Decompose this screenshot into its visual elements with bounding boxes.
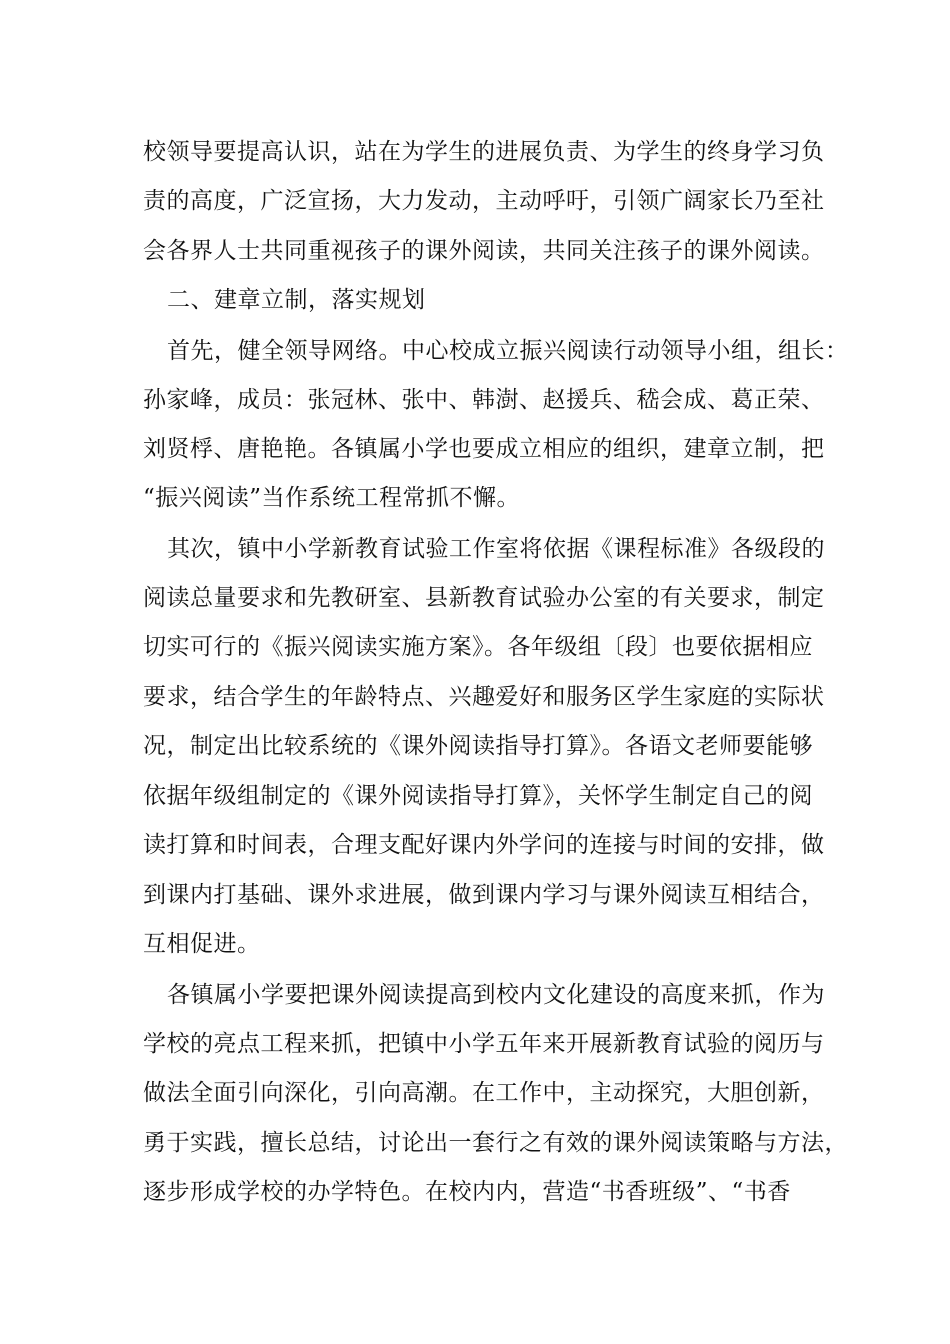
text-line-1: 校领导要提高认识，站在为学生的进展负责、为学生的终身学习负 — [143, 139, 825, 165]
text-line-16: 到课内打基础、课外求进展，做到课内学习与课外阅读互相结合， — [143, 882, 825, 908]
text-line-8: “振兴阅读”当作系统工程常抓不懈。 — [143, 485, 521, 511]
text-line-18: 各镇属小学要把课外阅读提高到校内文化建设的高度来抓，作为 — [167, 982, 825, 1008]
text-line-12: 要求，结合学生的年龄特点、兴趣爱好和服务区学生家庭的实际状 — [143, 684, 825, 710]
text-line-15: 读打算和时间表，合理支配好课内外学问的连接与时间的安排，做 — [143, 832, 825, 858]
text-line-14: 依据年级组制定的《课外阅读指导打算》，关怀学生制定自己的阅 — [143, 783, 813, 809]
text-line-3: 会各界人士共同重视孩子的课外阅读，共同关注孩子的课外阅读。 — [143, 238, 825, 264]
text-line-6: 孙家峰，成员：张冠林、张中、韩澍、赵援兵、嵇会成、葛正荣、 — [143, 387, 825, 413]
text-line-22: 逐步形成学校的办学特色。在校内内，营造“书香班级”、“书香 — [143, 1179, 791, 1205]
text-line-17: 互相促进。 — [143, 931, 261, 957]
text-line-2: 责的高度，广泛宣扬，大力发动，主动呼吁，引领广阔家长乃至社 — [143, 188, 825, 214]
section-heading: 二、建章立制，落实规划 — [167, 287, 426, 313]
text-line-21: 勇于实践，擅长总结，讨论出一套行之有效的课外阅读策略与方法， — [143, 1130, 848, 1156]
text-line-11: 切实可行的《振兴阅读实施方案》。各年级组〔段〕也要依据相应 — [143, 634, 813, 660]
text-line-10: 阅读总量要求和先教研室、县新教育试验办公室的有关要求，制定 — [143, 585, 825, 611]
text-line-5: 首先，健全领导网络。中心校成立振兴阅读行动领导小组，组长： — [167, 338, 849, 364]
text-line-20: 做法全面引向深化，引向高潮。在工作中，主动探究，大胆创新， — [143, 1080, 825, 1106]
text-line-19: 学校的亮点工程来抓，把镇中小学五年来开展新教育试验的阅历与 — [143, 1031, 825, 1057]
text-line-7: 刘贤桴、唐艳艳。各镇属小学也要成立相应的组织，建章立制，把 — [143, 436, 825, 462]
text-line-9: 其次，镇中小学新教育试验工作室将依据《课程标准》各级段的 — [167, 536, 825, 562]
text-line-13: 况，制定出比较系统的《课外阅读指导打算》。各语文老师要能够 — [143, 733, 813, 759]
